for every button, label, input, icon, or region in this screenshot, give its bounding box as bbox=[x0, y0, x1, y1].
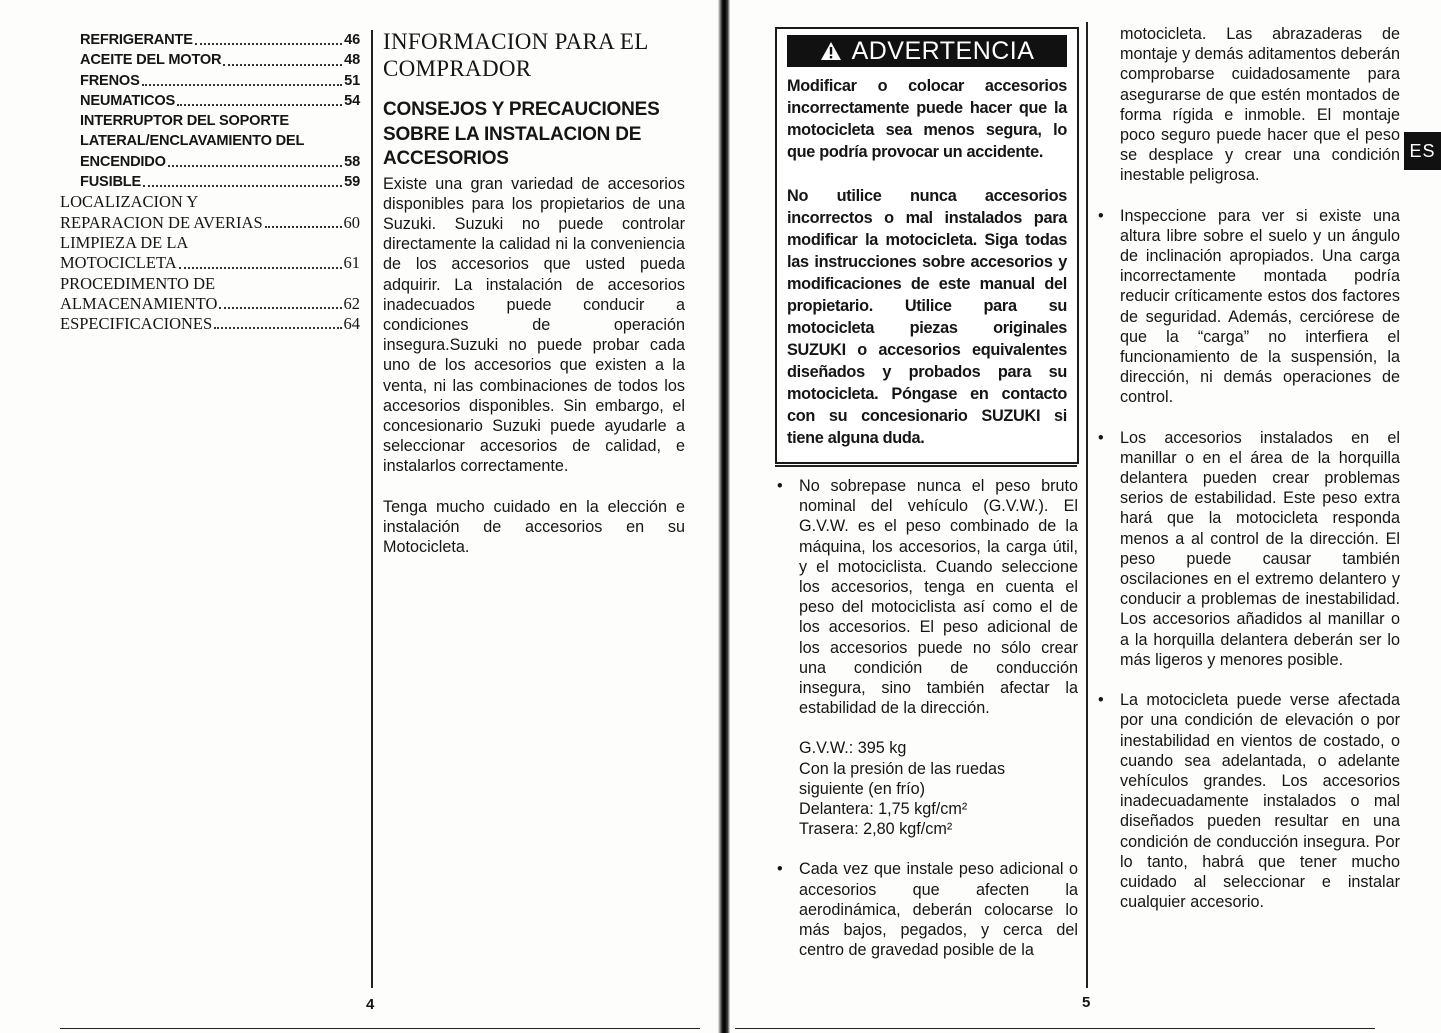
list-item bbox=[775, 476, 1078, 718]
spec-pressure: Con la presión de las ruedas siguiente (en frío) bbox=[799, 759, 1006, 798]
toc-label: REFRIGERANTE bbox=[80, 32, 193, 48]
toc-item[interactable] bbox=[60, 71, 360, 91]
toc-label: ESPECIFICACIONES bbox=[60, 314, 213, 334]
bullet-icon: • bbox=[1098, 428, 1104, 447]
toc-page: 60 bbox=[343, 212, 360, 232]
warning-heading bbox=[787, 35, 1067, 67]
warning-text-2: No utilice nunca accesorios incorrectos o mal instalados para modificar la motocicleta. Siga todas las instrucciones sobre accesorios y modificaciones de este manual del propietario. Utilice para su motocicleta piezas originales SUZUKI o accesorios equivalentes diseñados y probados para su motocicleta. Póngase en contacto con su concesionario SUZUKI si tiene alguna duda. bbox=[787, 187, 1067, 447]
bullet-text: La motocicleta puede verse afectada por una condición de elevación o por inestabilidad en vientos de costado, o cuando sea adelantada, o adelante vehículos grandes. Los accesorios inadecuadamente instalados o mal diseñados pueden resultar en una condición de conducción insegura. Por lo tanto, habrá que tener mucho cuidado al seleccionar e instalar cualquier accesorio. bbox=[1120, 691, 1400, 912]
toc-page: 61 bbox=[343, 253, 360, 273]
toc-leader bbox=[214, 327, 341, 329]
toc-leader bbox=[179, 267, 342, 269]
table-of-contents bbox=[60, 30, 360, 334]
toc-leader bbox=[142, 84, 343, 86]
toc-leader bbox=[265, 226, 342, 228]
bottom-edge-left bbox=[60, 1028, 700, 1029]
bullet-icon: • bbox=[777, 477, 783, 495]
precautions-column-2 bbox=[1096, 24, 1400, 912]
list-item bbox=[1096, 428, 1400, 670]
toc-item[interactable] bbox=[60, 294, 360, 314]
toc-page: 64 bbox=[343, 314, 360, 334]
toc-label: LATERAL/ENCLAVAMIENTO DEL bbox=[80, 133, 305, 150]
toc-leader bbox=[195, 43, 342, 45]
bullet-icon: • bbox=[1098, 206, 1104, 225]
bullet-text: No sobrepase nunca el peso bruto nominal del vehículo (G.V.W.). El G.V.W. es el peso combinado de la máquina, los accesorios, la carga útil, y el motociclista. Cuando seleccione los accesorios, tenga en cuenta el peso del motociclista así como el de los accesorios. El peso adicional de los accesorios puede no sólo crear una condición de conducción insegura, sino también afectar la estabilidad de la dirección. bbox=[799, 477, 1078, 718]
toc-page: 58 bbox=[344, 153, 360, 170]
list-item bbox=[1096, 690, 1400, 912]
spec-gvw: G.V.W.: 395 kg bbox=[799, 739, 907, 758]
toc-item bbox=[60, 131, 360, 151]
toc-item[interactable] bbox=[60, 253, 360, 273]
toc-label: LIMPIEZA DE LA bbox=[60, 232, 189, 252]
toc-leader bbox=[219, 307, 341, 309]
toc-label: INTERRUPTOR DEL SOPORTE bbox=[80, 113, 289, 130]
toc-label: ACEITE DEL MOTOR bbox=[80, 52, 222, 69]
bullet-text: Cada vez que instale peso adicional o accesorios que afecten la aerodinámica, deberán colocarse lo más bajos, pegados, y cerca del centro de gravedad posible de la bbox=[799, 860, 1078, 960]
toc-item[interactable] bbox=[60, 152, 360, 172]
toc-label: FUSIBLE bbox=[80, 174, 142, 191]
toc-label: ENCENDIDO bbox=[80, 153, 166, 170]
toc-item[interactable] bbox=[60, 91, 360, 111]
warning-text-1: Modificar o colocar accesorios incorrectamente puede hacer que la motocicleta sea menos segura, lo que podría provocar un accidente. bbox=[787, 77, 1067, 161]
toc-item bbox=[60, 192, 360, 212]
spec-front: Delantera: 1,75 kgf/cm² bbox=[799, 800, 968, 819]
toc-label: LOCALIZACION Y bbox=[60, 192, 199, 212]
toc-leader bbox=[168, 165, 342, 167]
toc-item[interactable] bbox=[60, 50, 360, 70]
warning-triangle-icon bbox=[820, 41, 842, 61]
section-title: INFORMACION PARA EL COMPRADOR bbox=[383, 29, 648, 81]
toc-leader bbox=[143, 185, 342, 187]
warning-underline bbox=[775, 465, 1077, 467]
toc-label: PROCEDIMENTO DE bbox=[60, 273, 216, 293]
toc-page: 62 bbox=[343, 293, 360, 313]
toc-page: 48 bbox=[344, 52, 360, 69]
toc-label: ALMACENAMIENTO bbox=[60, 293, 218, 313]
toc-label: REPARACION DE AVERIAS bbox=[60, 212, 263, 232]
book-spine bbox=[718, 0, 730, 1033]
bullet-icon: • bbox=[777, 860, 783, 879]
toc-leader bbox=[223, 64, 342, 66]
bullet-continuation: motocicleta. Las abrazaderas de montaje y demás aditamentos deberán comprobarse cuidadosamente para asegurarse de que estén montados de forma rígida e inmoble. El montaje poco seguro puede hacer que el peso se desplace y crear una condición inestable peligrosa. bbox=[1120, 25, 1400, 185]
toc-page: 46 bbox=[344, 32, 360, 48]
toc-item bbox=[60, 111, 360, 131]
warning-heading-text: ADVERTENCIA bbox=[851, 36, 1035, 65]
page-number-right: 5 bbox=[1082, 994, 1091, 1011]
bullet-text: Inspeccione para ver si existe una altura libre sobre el suelo y un ángulo de inclinación apropiados. Una carga incorrectamente montada podría reducir críticamente estos dos factores de seguridad. Además, cerciórese de que la “carga” no interfiera el funcionamiento de la suspensión, la dirección, ni demás operaciones de control. bbox=[1120, 206, 1400, 407]
toc-item bbox=[60, 233, 360, 253]
toc-item bbox=[60, 274, 360, 294]
toc-page: 51 bbox=[344, 72, 360, 89]
toc-item[interactable] bbox=[60, 314, 360, 334]
bullet-icon: • bbox=[1098, 691, 1104, 710]
toc-label: NEUMATICOS bbox=[80, 92, 176, 109]
column-rule-right bbox=[1086, 22, 1088, 988]
list-item bbox=[775, 859, 1078, 960]
column-rule-left bbox=[371, 30, 373, 988]
language-tab[interactable]: ES bbox=[1404, 132, 1441, 170]
toc-label: MOTOCICLETA bbox=[60, 253, 177, 273]
toc-page: 54 bbox=[344, 92, 360, 109]
subsection-title: CONSEJOS Y PRECAUCIONES SOBRE LA INSTALACION DE ACCESORIOS bbox=[383, 99, 660, 169]
toc-item[interactable] bbox=[60, 172, 360, 192]
toc-item[interactable] bbox=[60, 30, 360, 50]
toc-page: 59 bbox=[344, 174, 360, 191]
bullet-text: Los accesorios instalados en el manillar o en el área de la horquilla delantera pueden crear problemas serios de estabilidad. Este peso extra hará que la motocicleta responda menos a al control de la dirección. El peso puede causar también oscilaciones en el extremo delantero y conducir a problemas de inestabilidad. Los accesorios añadidos al manillar o a la horquilla delantera deberán ser lo más ligeros y menores posible. bbox=[1120, 428, 1400, 669]
toc-item[interactable] bbox=[60, 213, 360, 233]
intro-paragraph: Existe una gran variedad de accesorios disponibles para los propietarios de una Suzuki. Suzuki no puede controlar directamente la calidad ni la conveniencia de los accesorios que usted pueda adquirir. La instalación de accesorios inadecuados puede conducir a condiciones de operación insegura.Suzuki no puede probar cada uno de los accesorios que existen a la venta, ni las combinaciones de todos los accesorios disponibles. Sin embargo, el concesionario Suzuki puede ayudarle a seleccionar accesorios de calidad, e instalarlos correctamente. bbox=[383, 174, 685, 476]
list-item bbox=[1096, 206, 1400, 408]
buyer-info-column bbox=[383, 28, 685, 557]
care-paragraph: Tenga mucho cuidado en la elección e instalación de accesorios en su Motocicleta. bbox=[383, 497, 685, 556]
page-number-left: 4 bbox=[366, 996, 375, 1013]
spec-rear: Trasera: 2,80 kgf/cm² bbox=[799, 820, 953, 839]
precautions-column-1 bbox=[775, 476, 1078, 960]
gvw-specs bbox=[799, 738, 1078, 839]
warning-box bbox=[775, 27, 1079, 464]
toc-leader bbox=[177, 104, 342, 106]
toc-label: FRENOS bbox=[80, 72, 140, 89]
bottom-edge-right bbox=[735, 1028, 1375, 1029]
